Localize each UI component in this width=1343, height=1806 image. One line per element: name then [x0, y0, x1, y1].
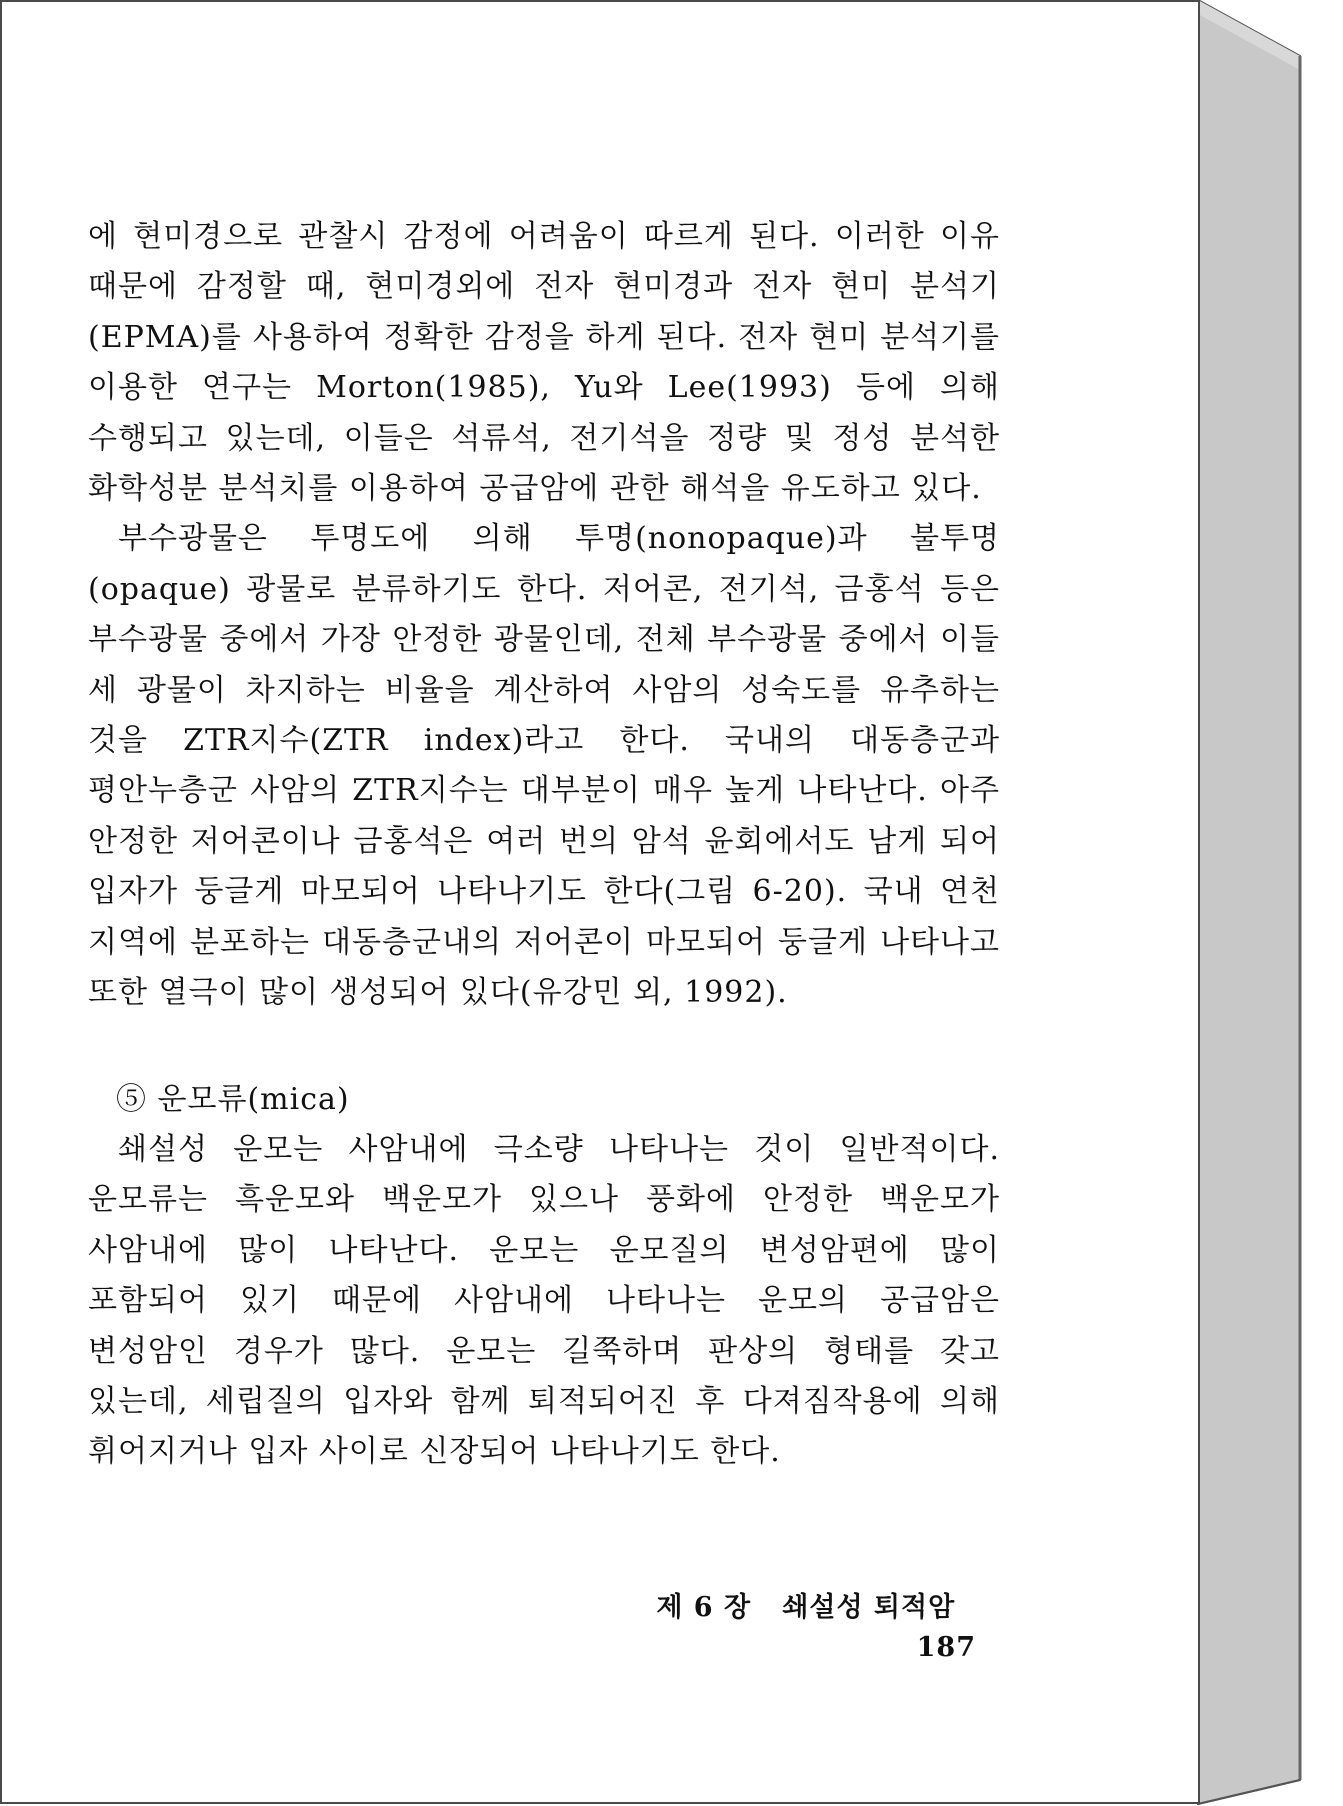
footer-chapter: 제 6 장: [656, 1592, 752, 1623]
paragraph-ztr-index: 부수광물은 투명도에 의해 투명(nonopaque)과 불투명(opaque) 광물로 분류하기도 한다. 저어콘, 전기석, 금홍석 등은 부수광물 중에서 가장 안정한 광물인데, 전체 부수광물 중에서 이들 세 광물이 차지하는 비율을 계산하여 사암의 성숙도를 유추하는 것을 ZTR지수(ZTR index)라고 한다. 국내의 대동층군과 평안누층군 사암의 ZTR지수는 대부분이 매우 높게 나타난다. 아주 안정한 저어콘이나 금홍석은 여러 번의 암석 윤회에서도 남게 되어 입자가 둥글게 마모되어 나타나기도 한다(그림 6-20). 국내 연천 지역에 분포하는 대동층군내의 저어콘이 마모되어 둥글게 나타나고 또한 열극이 많이 생성되어 있다(유강민 외, 1992).: [88, 521, 1000, 1011]
page-number: 187: [916, 1632, 976, 1663]
footer-chapter-title: 쇄설성 퇴적암: [782, 1592, 956, 1623]
paragraph-epma: 에 현미경으로 관찰시 감정에 어려움이 따르게 된다. 이러한 이유 때문에 감정할 때, 현미경외에 전자 현미경과 전자 현미 분석기(EPMA)를 사용하여 정확한 감정을 하게 된다. 전자 현미 분석기를 이용한 연구는 Morton(1985), Yu와 Lee(1993) 등에 의해 수행되고 있는데, 이들은 석류석, 전기석을 정량 및 정성 분석한 화학성분 분석치를 이용하여 공급암에 관한 해석을 유도하고 있다.: [88, 219, 1000, 507]
section-heading-mica: ⑤ 운모류(mica): [116, 1081, 350, 1117]
paragraph-mica: 쇄설성 운모는 사암내에 극소량 나타나는 것이 일반적이다. 운모류는 흑운모와 백운모가 있으나 풍화에 안정한 백운모가 사암내에 많이 나타난다. 운모는 운모질의 변성암편에 많이 포함되어 있기 때문에 사암내에 나타나는 운모의 공급암은 변성암인 경우가 많다. 운모는 길쭉하며 판상의 형태를 갖고 있는데, 세립질의 입자와 함께 퇴적되어진 후 다져짐작용에 의해 휘어지거나 입자 사이로 신장되어 나타나기도 한다.: [88, 1131, 1000, 1470]
running-footer: [636, 1588, 976, 1668]
page-body: [88, 212, 1000, 1478]
